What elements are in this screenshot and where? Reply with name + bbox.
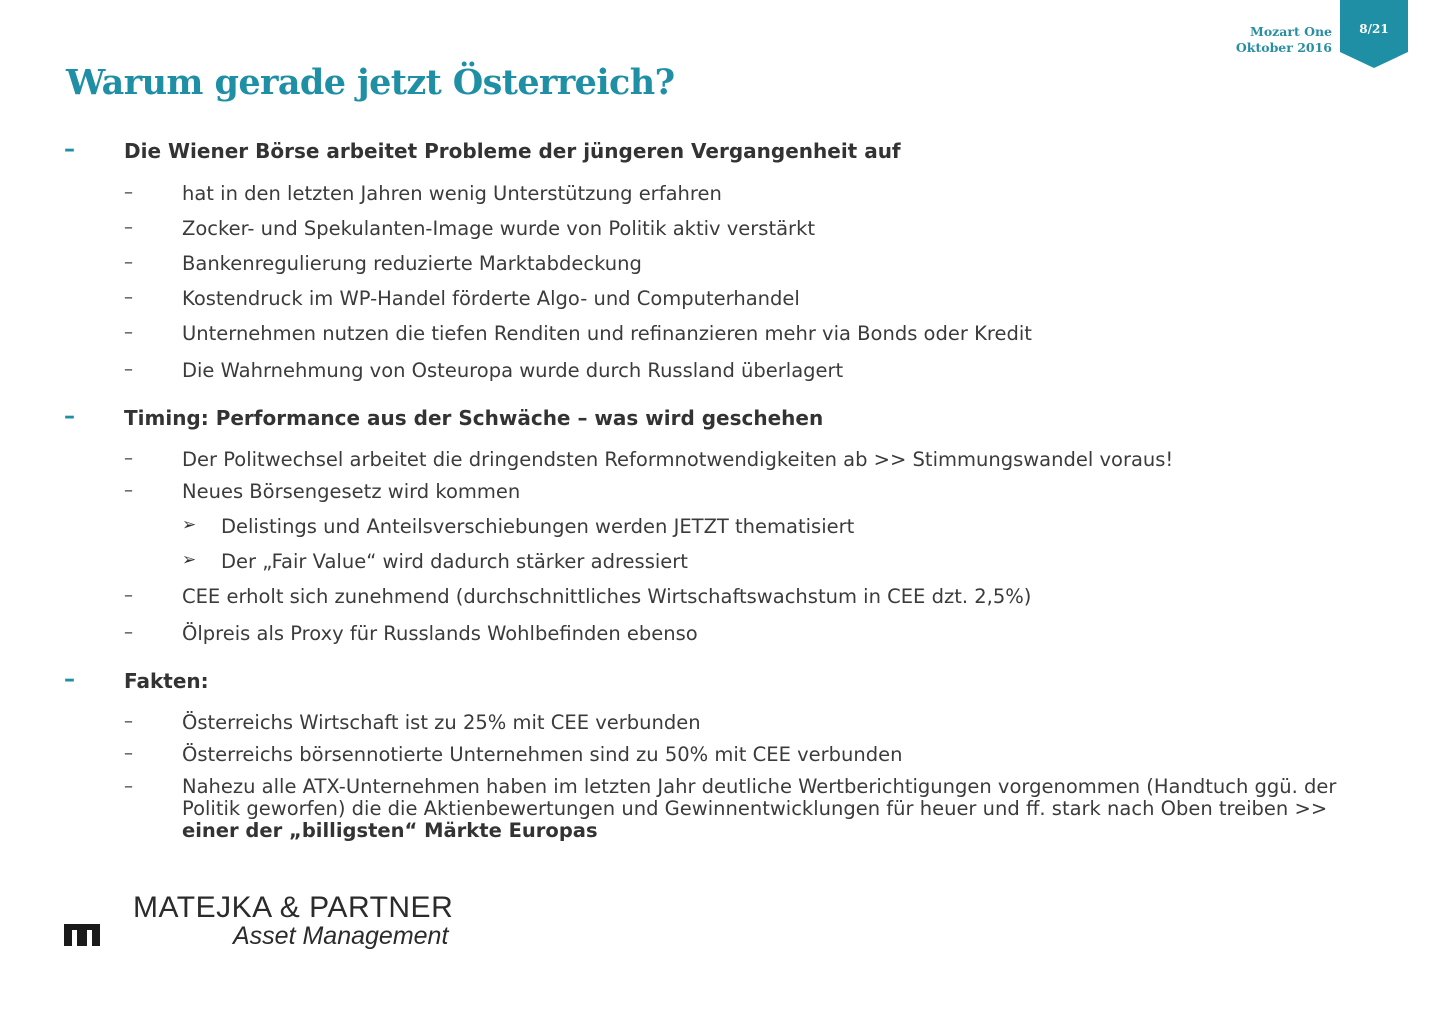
list-item-text: Neues Börsengesetz wird kommen (182, 480, 521, 503)
item-dash: – (124, 217, 133, 238)
arrow-bullet-icon: ➢ (182, 550, 197, 570)
list-item-text: Ölpreis als Proxy für Russlands Wohlbefinden ebenso (182, 622, 698, 645)
section-bullet: – (64, 404, 75, 429)
arrow-bullet-icon: ➢ (182, 515, 197, 535)
page-number: 8/21 (1359, 22, 1389, 36)
list-item-text: Die Wahrnehmung von Osteuropa wurde durch Russland überlagert (182, 359, 844, 382)
section-heading-text: Die Wiener Börse arbeitet Probleme der jüngeren Vergangenheit auf (124, 139, 901, 163)
list-item-text: Bankenregulierung reduzierte Marktabdeckung (182, 252, 642, 275)
slide-title: Warum gerade jetzt Österreich? (66, 62, 675, 103)
item-dash: – (124, 322, 133, 343)
item-dash: – (124, 287, 133, 308)
list-item-text: Österreichs Wirtschaft ist zu 25% mit CEE verbunden (182, 711, 701, 734)
section-bullet: – (64, 667, 75, 692)
company-name: MATEJKA & PARTNER (133, 891, 454, 924)
list-item-text: Kostendruck im WP-Handel förderte Algo- und Computerhandel (182, 287, 800, 310)
company-logo-icon (64, 924, 100, 946)
list-item-text: Zocker- und Spekulanten-Image wurde von Politik aktiv verstärkt (182, 217, 816, 240)
item-dash: – (124, 776, 133, 797)
page-number-tab (1340, 0, 1408, 68)
list-item-text: Österreichs börsennotierte Unternehmen sind zu 50% mit CEE verbunden (182, 743, 903, 766)
item-dash: – (124, 585, 133, 606)
item-dash: – (124, 359, 133, 380)
list-item-text: Der Politwechsel arbeitet die dringendsten Reformnotwendigkeiten ab >> Stimmungswandel voraus! (182, 448, 1174, 471)
list-item-text: Nahezu alle ATX-Unternehmen haben im letzten Jahr deutliche Wertberichtigungen vorgenommen (Handtuch ggü. der Politik geworfen) die die Aktienbewertungen und Gewinnentwicklungen für heuer und ff. stark nach Oben treiben >> (182, 775, 1337, 820)
list-item-text: Unternehmen nutzen die tiefen Renditen und refinanzieren mehr via Bonds oder Kredit (182, 322, 1032, 345)
event-date: Oktober 2016 (1235, 40, 1332, 55)
item-dash: – (124, 743, 133, 764)
list-item-emphasis: einer der „billigsten“ Märkte Europas (182, 819, 598, 842)
sub-list-item-text: Der „Fair Value“ wird dadurch stärker adressiert (221, 550, 688, 573)
list-item-paragraph (182, 776, 1382, 842)
list-item-text: hat in den letzten Jahren wenig Unterstützung erfahren (182, 182, 722, 205)
item-dash: – (124, 448, 133, 469)
item-dash: – (124, 711, 133, 732)
item-dash: – (124, 622, 133, 643)
section-heading-text: Timing: Performance aus der Schwäche – was wird geschehen (124, 406, 824, 430)
item-dash: – (124, 182, 133, 203)
sub-list-item-text: Delistings und Anteilsverschiebungen werden JETZT thematisiert (221, 515, 855, 538)
event-label (1236, 24, 1332, 56)
list-item-text: CEE erholt sich zunehmend (durchschnittliches Wirtschaftswachstum in CEE dzt. 2,5%) (182, 585, 1032, 608)
company-subtitle: Asset Management (233, 922, 449, 950)
section-bullet: – (64, 137, 75, 162)
item-dash: – (124, 480, 133, 501)
event-name: Mozart One (1249, 24, 1332, 39)
section-heading-text: Fakten: (124, 669, 209, 693)
item-dash: – (124, 252, 133, 273)
